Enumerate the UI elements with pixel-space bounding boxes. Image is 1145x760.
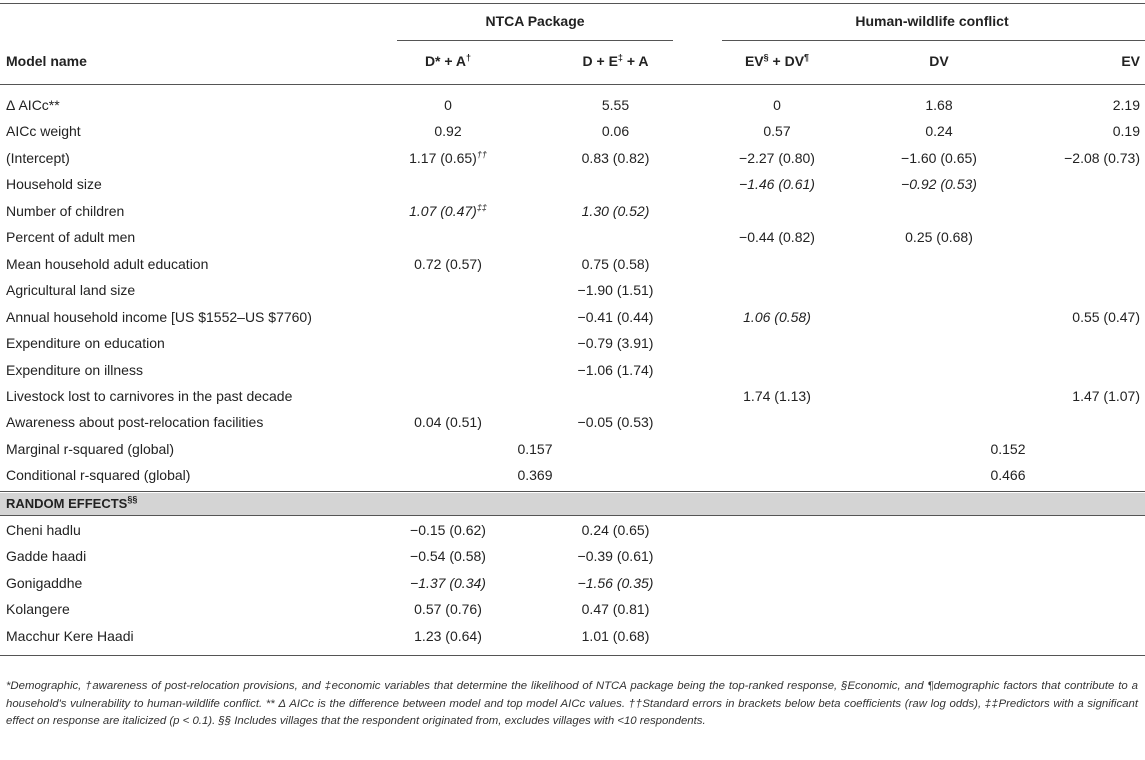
random-effect-label: Kolangere: [6, 601, 70, 617]
col-header-d-a: D* + A†: [424, 52, 472, 69]
table-cell: −0.79 (3.91): [577, 335, 654, 351]
col-header-ev-dv: EV§ + DV¶: [744, 52, 810, 69]
bottom-rule: [0, 655, 1145, 656]
table-cell: 0.369: [517, 467, 553, 483]
table-cell: 0: [444, 97, 452, 113]
row-label: Annual household income [US $1552–US $7760): [6, 309, 312, 325]
table-footnote: *Demographic, †awareness of post-relocation provisions, and ‡economic variables that determine the likelihood of NTCA package being the top-ranked response, §Economic, and ¶demographic factors that contribute to a household's vulnerability to human-wildlife conflict. ** Δ AICc is the difference between model and top model AICc values. ††Standard errors in brackets below beta coefficients (raw log odds), ‡‡Predictors with a significant effect on response are italicized (p < 0.1). §§ Includes villages that the respondent originated from, excludes villages with <10 respondents.: [6, 680, 1138, 727]
table-cell: 1.06 (0.58): [743, 309, 811, 325]
row-label: Δ AICc**: [6, 97, 60, 113]
table-cell: 0.19: [1112, 123, 1140, 139]
header-rule: [0, 84, 1145, 85]
row-label: Mean household adult education: [6, 256, 209, 272]
random-effects-bottom-rule: [0, 515, 1145, 516]
table-cell: 0.04 (0.51): [414, 414, 482, 430]
table-cell: 0.25 (0.68): [905, 229, 973, 245]
model-name-header: Model name: [6, 53, 87, 69]
table-cell: −0.92 (0.53): [901, 176, 977, 192]
random-effect-cell: 0.47 (0.81): [581, 601, 650, 617]
row-label: (Intercept): [6, 150, 70, 166]
table-cell: 0.83 (0.82): [581, 150, 650, 166]
table-cell: −1.90 (1.51): [577, 282, 654, 298]
random-effect-cell: 1.23 (0.64): [414, 628, 482, 644]
row-label: Awareness about post-relocation facilities: [6, 414, 264, 430]
row-label: AICc weight: [6, 123, 81, 139]
table-cell: 0.57: [763, 123, 791, 139]
table-cell: 0.152: [990, 441, 1026, 457]
random-effect-label: Gadde haadi: [6, 548, 87, 564]
table-cell: −0.05 (0.53): [577, 414, 654, 430]
row-label: Conditional r-squared (global): [6, 467, 191, 483]
random-effects-top-rule: [0, 491, 1145, 492]
table-cell: 0.24: [925, 123, 953, 139]
group-header-hwc: Human-wildlife conflict: [855, 13, 1009, 29]
random-effects-band: [0, 493, 1145, 515]
row-label: Expenditure on education: [6, 335, 165, 351]
table-cell: 2.19: [1112, 97, 1140, 113]
table-cell: 0.92: [434, 123, 462, 139]
table-cell: −2.08 (0.73): [1064, 150, 1140, 166]
table-cell: 0.75 (0.58): [581, 256, 650, 272]
group-header-ntca: NTCA Package: [485, 13, 585, 29]
table-cell: −1.46 (0.61): [739, 176, 815, 192]
table-cell: −1.60 (0.65): [901, 150, 977, 166]
table-cell: 1.74 (1.13): [743, 388, 811, 404]
table-cell: 0.157: [517, 441, 553, 457]
table-cell: [393, 150, 503, 167]
random-effect-cell: 0.57 (0.76): [414, 601, 482, 617]
table-cell: 1.68: [925, 97, 953, 113]
row-label: Marginal r-squared (global): [6, 441, 175, 457]
random-effect-cell: −1.56 (0.35): [577, 575, 654, 591]
table-cell: −0.44 (0.82): [739, 229, 815, 245]
cell-footnote-mark: ‡‡: [476, 202, 487, 213]
table-cell: [393, 203, 503, 220]
table-cell: 5.55: [601, 97, 630, 113]
random-effect-cell: −1.37 (0.34): [410, 575, 486, 591]
row-label: Number of children: [6, 203, 125, 219]
top-rule: [0, 3, 1145, 4]
table-cell: −2.27 (0.80): [739, 150, 815, 166]
row-label: Expenditure on illness: [6, 362, 143, 378]
col-header-d-e-a: D + E‡ + A: [582, 52, 649, 69]
random-effect-label: Cheni hadlu: [6, 522, 81, 538]
random-effects-label: RANDOM EFFECTS§§: [6, 494, 138, 511]
random-effect-cell: −0.54 (0.58): [410, 548, 486, 564]
cell-value: 1.07 (0.47): [409, 203, 477, 219]
table-cell: −1.06 (1.74): [577, 362, 654, 378]
random-effect-label: Macchur Kere Haadi: [6, 628, 134, 644]
random-effect-cell: 1.01 (0.68): [581, 628, 650, 644]
table-cell: 0.55 (0.47): [1072, 309, 1140, 325]
table-cell: 0: [773, 97, 781, 113]
col-header-ev: EV: [1121, 53, 1140, 69]
random-effect-cell: 0.24 (0.65): [581, 522, 650, 538]
row-label: Percent of adult men: [6, 229, 136, 245]
col-header-dv: DV: [929, 53, 949, 69]
table-cell: 0.06: [601, 123, 630, 139]
table-cell: −0.41 (0.44): [577, 309, 654, 325]
table-cell: 1.30 (0.52): [581, 203, 650, 219]
group-underline-ntca: [397, 40, 673, 41]
random-effect-cell: −0.39 (0.61): [577, 548, 654, 564]
table-cell: 1.47 (1.07): [1072, 388, 1140, 404]
cell-footnote-mark: ††: [476, 149, 487, 160]
random-effect-label: Gonigaddhe: [6, 575, 83, 591]
group-underline-hwc: [722, 40, 1145, 41]
table-cell: 0.72 (0.57): [414, 256, 482, 272]
row-label: Livestock lost to carnivores in the past decade: [6, 388, 293, 404]
table-cell: 0.466: [990, 467, 1026, 483]
row-label: Household size: [6, 176, 102, 192]
cell-value: 1.17 (0.65): [409, 150, 477, 166]
row-label: Agricultural land size: [6, 282, 136, 298]
random-effect-cell: −0.15 (0.62): [410, 522, 486, 538]
